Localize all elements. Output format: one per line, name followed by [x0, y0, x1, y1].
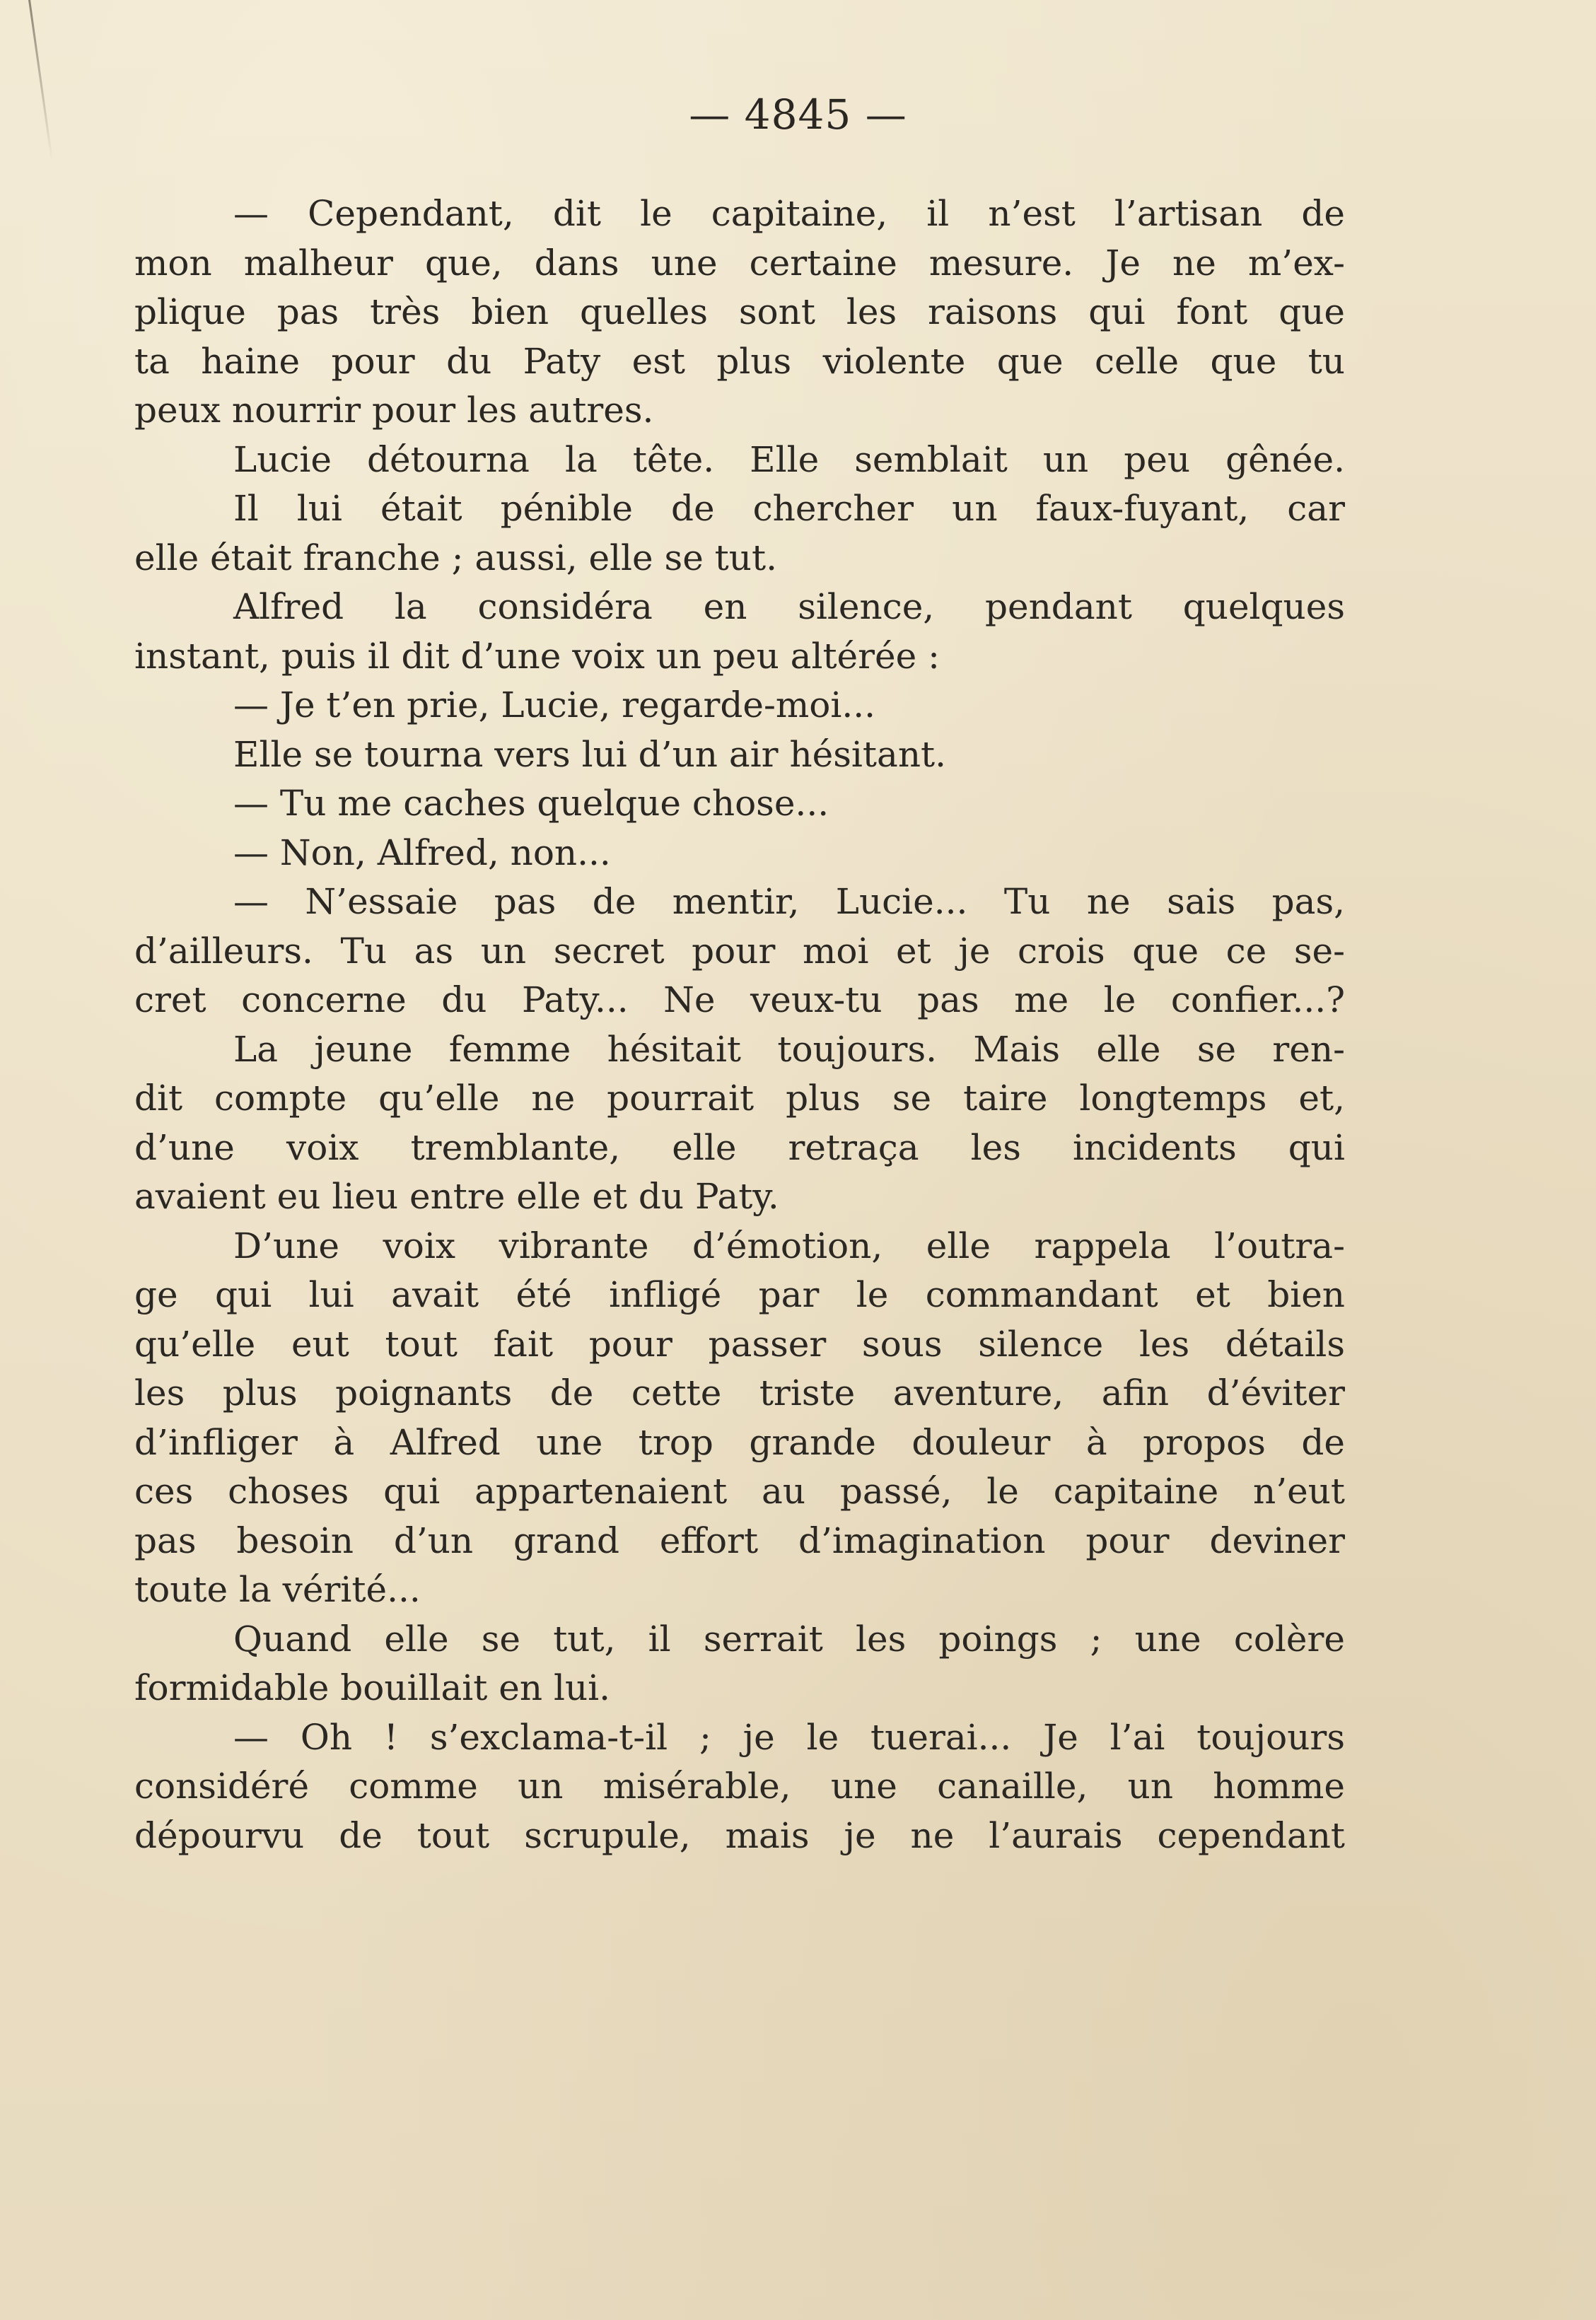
text-line: elle était franche ; aussi, elle se tut.	[134, 537, 777, 578]
text-line: instant, puis il dit d’une voix un peu altérée :	[134, 635, 940, 677]
body-text	[134, 190, 1345, 1860]
text-line: dit compte qu’elle ne pourrait plus se taire longtemps et,	[134, 1078, 1345, 1119]
text-line: ge qui lui avait été infligé par le commandant et bien	[134, 1274, 1345, 1315]
text-line: Quand elle se tut, il serrait les poings ; une colère	[233, 1618, 1345, 1660]
text-line: — Non, Alfred, non...	[233, 832, 611, 873]
text-line: d’infliger à Alfred une trop grande douleur à propos de	[134, 1421, 1345, 1463]
text-line: — Tu me caches quelque chose...	[233, 783, 829, 824]
text-line: peux nourrir pour les autres.	[134, 390, 654, 431]
text-line: ces choses qui appartenaient au passé, le capitaine n’eut	[134, 1471, 1345, 1512]
text-line: cret concerne du Paty... Ne veux-tu pas me le confier...?	[134, 979, 1345, 1020]
text-line: La jeune femme hésitait toujours. Mais elle se ren-	[233, 1028, 1345, 1070]
text-line: les plus poignants de cette triste aventure, afin d’éviter	[134, 1372, 1345, 1413]
page-number: — 4845 —	[689, 91, 907, 139]
text-line: — Je t’en prie, Lucie, regarde-moi...	[233, 684, 876, 725]
text-line: plique pas très bien quelles sont les raisons qui font que	[134, 291, 1345, 332]
text-line: toute la vérité...	[134, 1569, 421, 1610]
text-line: — Oh ! s’exclama-t-il ; je le tuerai... Je l’ai toujours	[233, 1716, 1345, 1758]
text-line: D’une voix vibrante d’émotion, elle rappela l’outra-	[233, 1225, 1345, 1266]
text-line: d’une voix tremblante, elle retraça les incidents qui	[134, 1126, 1345, 1168]
text-line: Alfred la considéra en silence, pendant quelques	[233, 586, 1345, 627]
text-line: qu’elle eut tout fait pour passer sous silence les détails	[134, 1323, 1345, 1365]
text-line: d’ailleurs. Tu as un secret pour moi et je crois que ce se-	[134, 930, 1345, 972]
text-line: ta haine pour du Paty est plus violente que celle que tu	[134, 340, 1345, 382]
text-line: Lucie détourna la tête. Elle semblait un peu gênée.	[233, 438, 1345, 480]
text-line: Il lui était pénible de chercher un faux-fuyant, car	[233, 488, 1345, 529]
text-line: formidable bouillait en lui.	[134, 1667, 611, 1708]
text-line: dépourvu de tout scrupule, mais je ne l’aurais cependant	[134, 1814, 1345, 1856]
text-line: mon malheur que, dans une certaine mesure. Je ne m’ex-	[134, 242, 1345, 284]
text-line: — N’essaie pas de mentir, Lucie... Tu ne sais pas,	[233, 881, 1345, 922]
text-line: Elle se tourna vers lui d’un air hésitant.	[233, 733, 947, 775]
text-line: avaient eu lieu entre elle et du Paty.	[134, 1176, 779, 1217]
text-line: — Cependant, dit le capitaine, il n’est l’artisan de	[233, 193, 1345, 234]
text-line: pas besoin d’un grand effort d’imagination pour deviner	[134, 1520, 1345, 1561]
text-line: considéré comme un misérable, une canaille, un homme	[134, 1766, 1345, 1807]
